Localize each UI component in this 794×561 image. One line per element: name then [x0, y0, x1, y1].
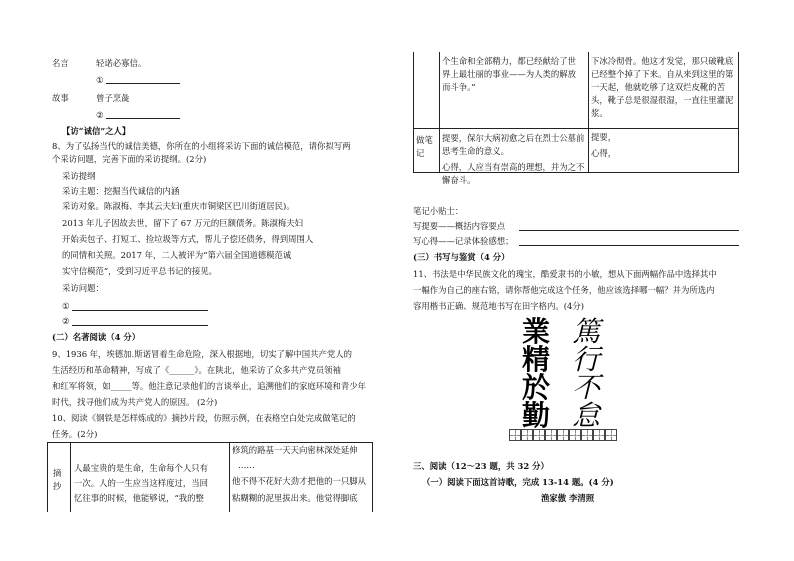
- tianzi-cell[interactable]: [521, 429, 533, 441]
- q8-line-2: 个采访问题，完善下面的采访提纲。(2分): [52, 154, 207, 164]
- outline-title: 采访提纲: [62, 171, 96, 181]
- interview-question-1-blank[interactable]: [72, 310, 208, 311]
- q10-line-1: 10、阅读《钢铁是怎样炼成的》摘抄片段，仿照示例，在表格空白处完成做笔记的: [52, 413, 356, 423]
- excerpt-right-continued: 下冰冷彻骨。他这才发觉，那只破靴底已经整个掉了下来。自从来到这里的第一天起，他就吃够了这双烂皮靴的苦头，靴子总是很湿很湿，一直往里灌泥浆。: [591, 56, 734, 119]
- story-text: 曾子烹彘: [96, 93, 130, 103]
- proverb-text: 轻诺必寡信。: [96, 58, 147, 68]
- answer-blank-2[interactable]: [106, 118, 180, 119]
- calligraphy-char: 不: [572, 371, 601, 404]
- outline-questions-label: 采访问题：: [62, 283, 104, 293]
- q10-line-2: 任务。(2分): [52, 429, 98, 439]
- tianzi-cell[interactable]: [593, 429, 605, 441]
- q11-line-3: 容用楷书正确、规范地书写在田字格内。(4分): [413, 301, 584, 311]
- q11-line-1: 11、书法是中华民族文化的瑰宝，酷爱隶书的小敏，想从下面两幅作品中选择其中: [413, 269, 717, 279]
- tianzi-cell[interactable]: [533, 429, 545, 441]
- tip-summary-line: [519, 230, 739, 231]
- excerpt-right-line-1: 修筑的路基一天天向密林深处延伸: [232, 445, 358, 455]
- notes-reflection-answer-label[interactable]: 心得，: [591, 148, 617, 158]
- interview-question-2-blank[interactable]: [72, 325, 208, 326]
- poem-title: 渔家傲 李清照: [541, 493, 595, 503]
- notes-summary-answer-label[interactable]: 提要，: [591, 132, 617, 142]
- calligraphy-char: 於: [522, 371, 551, 404]
- notes-table-top: [47, 442, 373, 512]
- calligraphy-char: 篤: [572, 315, 601, 348]
- blank-2-marker: ②: [96, 110, 104, 120]
- table-label-notes: 做笔记: [416, 135, 433, 158]
- excerpt-right-line-3: 他不得不花好大劲才把他的一只脚从: [232, 476, 366, 486]
- q11-line-2: 一幅作为自己的座右铭，请你帮他完成这个任务，他应该选择哪一幅？并为所选内: [413, 285, 715, 295]
- calligraphy-char: 業: [522, 315, 551, 348]
- calligraphy-char: 勤: [522, 399, 551, 432]
- tip-summary: 写提要——概括内容要点: [413, 221, 506, 231]
- excerpt-mid-continued: 个生命和全部精力，都已经献给了世界上最壮丽的事业——为人类的解放而斗争。”: [442, 56, 576, 93]
- tianzi-cell[interactable]: [509, 429, 521, 441]
- excerpt-mid-line-1: 人最宝贵的是生命，生命每个人只有: [74, 463, 208, 473]
- outline-paragraph-3: 的同情和关照。2017 年，二人被评为“第六届全国道德模范诚: [62, 250, 292, 260]
- blank-1-marker: ①: [96, 75, 104, 85]
- notes-summary-example: 提要，保尔大病初愈之后在烈士公墓前思考生命的意义。: [442, 133, 585, 157]
- calligraphy-char: 行: [572, 343, 601, 376]
- tips-title: 笔记小贴士：: [413, 206, 464, 216]
- excerpt-mid-line-2: 一次。人的一生应当这样度过，当回: [74, 478, 208, 488]
- proverb-label: 名言: [52, 58, 69, 68]
- table-label-excerpt: 摘抄: [53, 468, 62, 492]
- excerpt-right-line-2: ……: [238, 460, 255, 470]
- outline-theme: 采访主题：挖掘当代诚信的内涵: [62, 186, 180, 196]
- section-visit-heading: 【访“诚信”之人】: [62, 126, 131, 136]
- excerpt-mid-line-3: 忆往事的时候，他能够说，“我的整: [74, 493, 204, 503]
- outline-paragraph-1: 2013 年儿子因故去世，留下了 67 万元的巨额债务。陈淑梅夫妇: [62, 218, 303, 228]
- q9-line-3: 和红军将领，如_____等。他注意记录他们的言谈举止，追溯他们的家庭环境和青少年: [52, 381, 367, 391]
- tianzi-cell[interactable]: [545, 429, 557, 441]
- tianzi-cell[interactable]: [581, 429, 593, 441]
- section-3-heading: (三）书写与鉴赏（4 分）: [413, 252, 510, 262]
- q9-line-4: 时代，找寻他们成为共产党人的原因。 (2分): [52, 397, 218, 407]
- answer-blank-1[interactable]: [106, 83, 180, 84]
- q9-line-1: 9、1936 年，埃德加.斯诺冒着生命危险，深入根据地，切实了解中国共产党人的: [52, 349, 352, 359]
- tip-reflection-line: [519, 245, 739, 246]
- question-1-marker: ①: [62, 301, 70, 311]
- tianzi-cell[interactable]: [557, 429, 569, 441]
- section-2-heading: (二）名著阅读（4 分）: [52, 332, 141, 342]
- notes-table-continued: [413, 52, 739, 186]
- q9-line-2: 生活经历和革命精神，写成了《______》。在陕北，他采访了众多共产党员领袖: [52, 365, 341, 375]
- story-label: 故事: [52, 93, 69, 103]
- notes-reflection-example: 心得，人应当有崇高的理想，并为之不懈奋斗。: [442, 162, 585, 186]
- outline-paragraph-4: 实守信模范”，受到习近平总书记的接见。: [62, 266, 218, 276]
- calligraphy-char: 精: [522, 343, 551, 376]
- question-2-marker: ②: [62, 316, 70, 326]
- outline-object: 采访对象。陈淑梅、李其云夫妇(重庆市铜梁区巴川街道居民)。: [62, 201, 295, 211]
- excerpt-right-line-4: 粘糊糊的泥里拔出来。他觉得脚底: [232, 493, 358, 503]
- tianzi-cell[interactable]: [605, 429, 617, 441]
- outline-paragraph-2: 开始卖包子、打短工、捡垃圾等方式，帮儿子偿还债务，得到周围人: [62, 234, 314, 244]
- tip-reflection: 写心得——记录体验感想；: [413, 236, 514, 246]
- tianzi-cell[interactable]: [569, 429, 581, 441]
- q8-line-1: 8、为了弘扬当代的诚信美德，你所在的小组将采访下面的诚信模范，请你拟写两: [52, 141, 351, 151]
- reading-subsection: （一）阅读下面这首诗歌，完成 13-14 题。(4 分): [422, 477, 614, 487]
- calligraphy-char: 怠: [572, 399, 601, 432]
- section-reading-heading: 三、阅读（12～23 题，共 32 分）: [413, 461, 549, 471]
